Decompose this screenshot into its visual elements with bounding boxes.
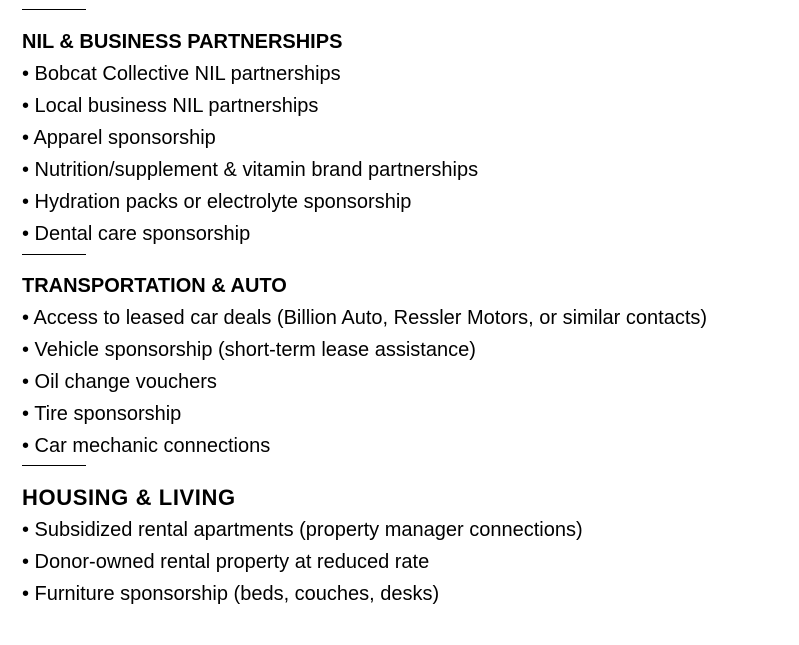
list-item: • Subsidized rental apartments (property manager connections) bbox=[22, 519, 583, 541]
list-item: • Car mechanic connections bbox=[22, 435, 271, 457]
section-heading: NIL & BUSINESS PARTNERSHIPS bbox=[22, 31, 343, 53]
item-list bbox=[22, 518, 792, 606]
section-transportation-auto bbox=[22, 274, 792, 458]
list-item: • Access to leased car deals (Billion Auto, Ressler Motors, or similar contacts) bbox=[22, 307, 708, 329]
section-divider bbox=[22, 9, 86, 10]
list-item: • Local business NIL partnerships bbox=[22, 95, 319, 117]
section-nil-business-partnerships bbox=[22, 30, 792, 246]
section-housing-living bbox=[22, 486, 792, 606]
list-item: • Dental care sponsorship bbox=[22, 223, 251, 245]
section-heading: TRANSPORTATION & AUTO bbox=[22, 275, 287, 297]
list-item: • Vehicle sponsorship (short-term lease assistance) bbox=[22, 339, 476, 361]
list-item: • Bobcat Collective NIL partnerships bbox=[22, 63, 341, 85]
list-item: • Donor-owned rental property at reduced rate bbox=[22, 551, 430, 573]
list-item: • Furniture sponsorship (beds, couches, desks) bbox=[22, 583, 440, 605]
section-divider bbox=[22, 254, 86, 255]
list-item: • Hydration packs or electrolyte sponsorship bbox=[22, 191, 412, 213]
list-item: • Tire sponsorship bbox=[22, 403, 182, 425]
item-list bbox=[22, 62, 792, 246]
document-body bbox=[22, 0, 792, 606]
list-item: • Oil change vouchers bbox=[22, 371, 217, 393]
list-item: • Apparel sponsorship bbox=[22, 127, 216, 149]
list-item: • Nutrition/supplement & vitamin brand partnerships bbox=[22, 159, 479, 181]
section-divider bbox=[22, 465, 86, 466]
section-heading: HOUSING & LIVING bbox=[22, 485, 236, 510]
item-list bbox=[22, 306, 792, 458]
